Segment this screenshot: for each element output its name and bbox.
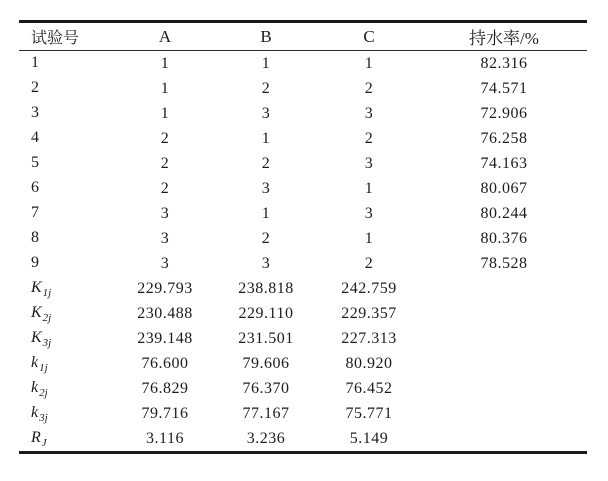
table-row <box>19 326 587 351</box>
row-label-main: k <box>31 378 39 396</box>
cell-factor-a: 2 <box>160 179 170 197</box>
cell-water-holding-rate <box>421 326 587 351</box>
table-row <box>19 151 587 176</box>
row-label-main: 8 <box>31 228 39 246</box>
cell-factor-b: 77.167 <box>242 404 290 422</box>
row-label <box>19 376 115 401</box>
cell-factor-a: 2 <box>160 129 170 147</box>
cell-water-holding-rate: 80.067 <box>480 179 528 197</box>
header-row <box>19 22 587 51</box>
cell-factor-c: 1 <box>364 229 374 247</box>
cell-factor-b: 238.818 <box>238 279 294 297</box>
cell-factor-a: 1 <box>160 104 170 122</box>
cell-factor-c: 2 <box>364 79 374 97</box>
cell-factor-b: 1 <box>261 54 271 72</box>
cell-factor-b: 3 <box>261 179 271 197</box>
table-row <box>19 351 587 376</box>
table-row <box>19 51 587 77</box>
row-label <box>19 176 115 201</box>
cell-factor-c: 1 <box>364 54 374 72</box>
orthogonal-test-table <box>19 20 587 454</box>
row-label-main: 4 <box>31 128 39 146</box>
cell-factor-c: 2 <box>364 129 374 147</box>
cell-factor-a: 229.793 <box>137 279 193 297</box>
row-label-subscript: 1j <box>42 286 52 299</box>
cell-factor-b: 1 <box>261 204 271 222</box>
row-label <box>19 401 115 426</box>
cell-water-holding-rate <box>421 401 587 426</box>
table-row <box>19 251 587 276</box>
row-label-main: 2 <box>31 78 39 96</box>
row-label <box>19 101 115 126</box>
cell-factor-a: 239.148 <box>137 329 193 347</box>
table-row <box>19 176 587 201</box>
header-factor-a: A <box>115 22 215 51</box>
cell-water-holding-rate <box>421 376 587 401</box>
cell-water-holding-rate <box>421 426 587 453</box>
row-label-subscript: 2j <box>39 386 48 399</box>
cell-factor-a: 230.488 <box>137 304 193 322</box>
cell-factor-b: 79.606 <box>242 354 290 372</box>
cell-factor-c: 80.920 <box>345 354 393 372</box>
row-label-main: 7 <box>31 203 39 221</box>
cell-factor-b: 2 <box>261 79 271 97</box>
row-label-subscript: 2j <box>42 311 52 324</box>
row-label <box>19 426 115 453</box>
row-label <box>19 351 115 376</box>
cell-factor-b: 2 <box>261 229 271 247</box>
row-label <box>19 301 115 326</box>
cell-factor-c: 5.149 <box>349 429 389 447</box>
cell-water-holding-rate: 80.376 <box>480 229 528 247</box>
table-row <box>19 201 587 226</box>
cell-factor-a: 76.600 <box>141 354 189 372</box>
cell-factor-a: 3 <box>160 254 170 272</box>
row-label-subscript: J <box>41 436 47 449</box>
table-body <box>19 51 587 453</box>
table-row <box>19 76 587 101</box>
row-label <box>19 326 115 351</box>
table-row <box>19 376 587 401</box>
row-label <box>19 226 115 251</box>
cell-water-holding-rate <box>421 351 587 376</box>
cell-factor-a: 76.829 <box>141 379 189 397</box>
cell-factor-c: 76.452 <box>345 379 393 397</box>
row-label-main: 6 <box>31 178 39 196</box>
cell-factor-a: 2 <box>160 154 170 172</box>
cell-factor-a: 79.716 <box>141 404 189 422</box>
row-label <box>19 126 115 151</box>
cell-factor-c: 242.759 <box>341 279 397 297</box>
cell-water-holding-rate: 74.163 <box>480 154 528 172</box>
row-label <box>19 76 115 101</box>
row-label-main: 9 <box>31 253 39 271</box>
header-water-holding-rate: 持水率/% <box>421 22 587 51</box>
cell-water-holding-rate: 78.528 <box>480 254 528 272</box>
cell-water-holding-rate: 72.906 <box>480 104 528 122</box>
cell-water-holding-rate <box>421 276 587 301</box>
row-label-main: k <box>31 403 39 421</box>
row-label-subscript: 1j <box>39 361 48 374</box>
cell-factor-b: 229.110 <box>238 304 294 322</box>
header-factor-b: B <box>215 22 317 51</box>
cell-factor-c: 229.357 <box>341 304 397 322</box>
table-row <box>19 101 587 126</box>
table-row <box>19 301 587 326</box>
row-label <box>19 201 115 226</box>
cell-factor-a: 3 <box>160 229 170 247</box>
table-row <box>19 276 587 301</box>
row-label-main: 3 <box>31 103 39 121</box>
row-label-main: K <box>31 278 42 296</box>
cell-factor-b: 3 <box>261 254 271 272</box>
cell-water-holding-rate: 74.571 <box>480 79 528 97</box>
row-label-main: R <box>31 428 41 446</box>
cell-factor-c: 3 <box>364 154 374 172</box>
row-label-main: 1 <box>31 53 39 71</box>
row-label-subscript: 3j <box>39 411 48 424</box>
row-label-main: K <box>31 303 42 321</box>
row-label <box>19 51 115 77</box>
cell-water-holding-rate: 80.244 <box>480 204 528 222</box>
cell-factor-b: 2 <box>261 154 271 172</box>
header-test-number: 试验号 <box>19 22 115 51</box>
cell-factor-c: 75.771 <box>345 404 393 422</box>
cell-factor-c: 3 <box>364 204 374 222</box>
row-label-main: 5 <box>31 153 39 171</box>
table-row <box>19 126 587 151</box>
row-label-main: k <box>31 353 39 371</box>
table-row <box>19 426 587 453</box>
header-factor-c: C <box>317 22 421 51</box>
cell-factor-c: 1 <box>364 179 374 197</box>
row-label <box>19 251 115 276</box>
cell-water-holding-rate <box>421 301 587 326</box>
cell-factor-b: 3 <box>261 104 271 122</box>
row-label <box>19 276 115 301</box>
cell-water-holding-rate: 76.258 <box>480 129 528 147</box>
table-row <box>19 401 587 426</box>
cell-factor-a: 3 <box>160 204 170 222</box>
cell-factor-c: 227.313 <box>341 329 397 347</box>
cell-factor-c: 3 <box>364 104 374 122</box>
cell-water-holding-rate: 82.316 <box>480 54 528 72</box>
cell-factor-b: 76.370 <box>242 379 290 397</box>
table-row <box>19 226 587 251</box>
cell-factor-b: 231.501 <box>238 329 294 347</box>
row-label <box>19 151 115 176</box>
row-label-main: K <box>31 328 42 346</box>
cell-factor-b: 3.236 <box>246 429 286 447</box>
cell-factor-a: 3.116 <box>146 429 184 447</box>
cell-factor-a: 1 <box>160 54 170 72</box>
cell-factor-b: 1 <box>261 129 271 147</box>
table-header <box>19 22 587 51</box>
row-label-subscript: 3j <box>42 336 52 349</box>
cell-factor-c: 2 <box>364 254 374 272</box>
cell-factor-a: 1 <box>160 79 170 97</box>
